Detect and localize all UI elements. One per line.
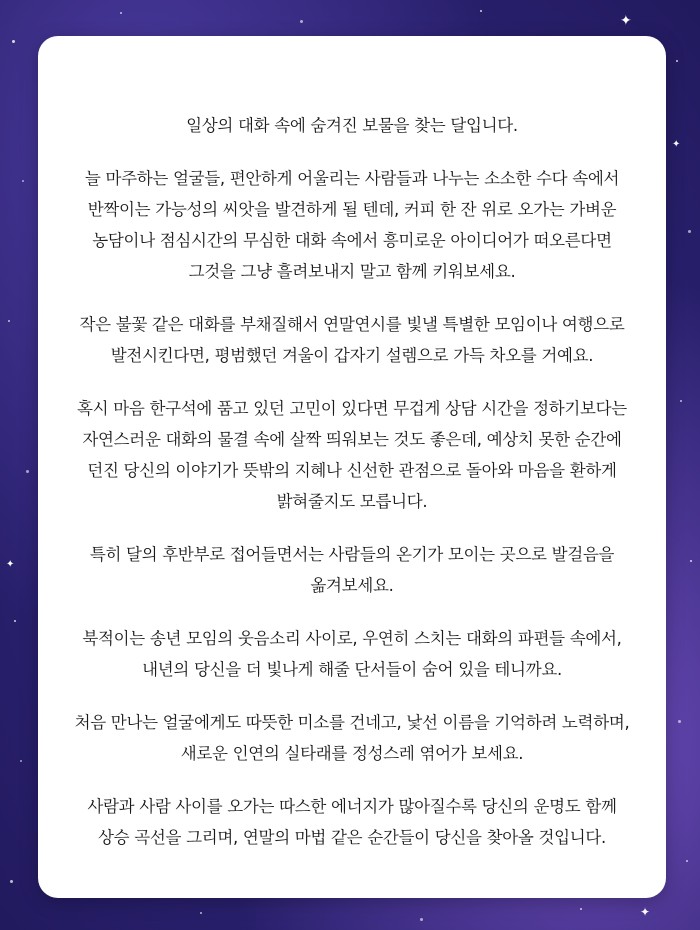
star: [676, 60, 678, 62]
paragraph: [56, 393, 648, 517]
star: [678, 720, 681, 723]
text-line: 작은 불꽃 같은 대화를 부채질해서 연말연시를 빛낼 특별한 모임이나 여행으로: [79, 315, 625, 334]
text-line: 발전시킨다면, 평범했던 겨울이 갑자기 설렘으로 가득 차오를 거예요.: [110, 346, 594, 365]
text-line: 혹시 마음 한구석에 품고 있던 고민이 있다면 무겁게 상담 시간을 정하기보다는: [77, 399, 627, 418]
star: [680, 400, 682, 402]
sparkle-icon: ✦: [672, 139, 681, 150]
text-line: 상승 곡선을 그리며, 연말의 마법 같은 순간들이 당신을 찾아올 것입니다.: [98, 828, 606, 847]
star: [200, 912, 202, 914]
star: [22, 180, 24, 182]
text-line: 특히 달의 후반부로 접어들면서는 사람들의 온기가 모이는 곳으로 발걸음을: [89, 545, 615, 564]
paragraph: [56, 623, 648, 685]
sparkle-icon: ✦: [640, 905, 651, 919]
star: [10, 880, 13, 883]
text-line: 밝혀줄지도 모릅니다.: [276, 492, 428, 511]
star: [8, 320, 10, 322]
paragraph: [56, 539, 648, 601]
text-line: 자연스러운 대화의 물결 속에 살짝 띄워보는 것도 좋은데, 예상치 못한 순간에: [82, 430, 622, 449]
text-line: 옮겨보세요.: [310, 576, 394, 595]
text-line: 일상의 대화 속에 숨겨진 보물을 찾는 달입니다.: [186, 116, 518, 135]
star: [688, 230, 691, 233]
text-line: 사람과 사람 사이를 오가는 따스한 에너지가 많아질수록 당신의 운명도 함께: [87, 797, 617, 816]
star: [480, 10, 482, 12]
paragraph: [56, 309, 648, 371]
star: [686, 860, 688, 862]
star: [12, 40, 15, 43]
text-line: 북적이는 송년 모임의 웃음소리 사이로, 우연히 스치는 대화의 파편들 속에서,: [82, 629, 622, 648]
star: [20, 760, 22, 762]
text-line: 늘 마주하는 얼굴들, 편안하게 어울리는 사람들과 나누는 소소한 수다 속에서: [84, 169, 620, 188]
star: [690, 560, 692, 562]
text-line: 반짝이는 가능성의 씨앗을 발견하게 될 텐데, 커피 한 잔 위로 오가는 가벼운: [87, 200, 617, 219]
star: [120, 12, 122, 14]
star: [14, 620, 16, 622]
text-line: 처음 만나는 얼굴에게도 따뜻한 미소를 건네고, 낯선 이름을 기억하려 노력하며,: [74, 713, 630, 732]
message-body: [38, 110, 666, 875]
paragraph: [56, 163, 648, 287]
star: [420, 918, 423, 921]
paragraph: [56, 707, 648, 769]
paragraph: [56, 110, 648, 141]
text-line: 그것을 그냥 흘려보내지 말고 함께 키워보세요.: [188, 262, 516, 281]
text-line: 새로운 인연의 실타래를 정성스레 엮어가 보세요.: [180, 744, 524, 763]
sparkle-icon: ✦: [6, 559, 15, 570]
text-line: 농담이나 점심시간의 무심한 대화 속에서 흥미로운 아이디어가 떠오른다면: [92, 231, 612, 250]
star: [26, 470, 29, 473]
paragraph: [56, 791, 648, 853]
star: [580, 908, 582, 910]
message-card: [38, 36, 666, 898]
text-line: 내년의 당신을 더 빛나게 해줄 단서들이 숨어 있을 테니까요.: [142, 660, 562, 679]
star: [300, 20, 303, 23]
text-line: 던진 당신의 이야기가 뜻밖의 지혜나 신선한 관점으로 돌아와 마음을 환하게: [87, 461, 617, 480]
sparkle-icon: ✦: [620, 13, 632, 29]
